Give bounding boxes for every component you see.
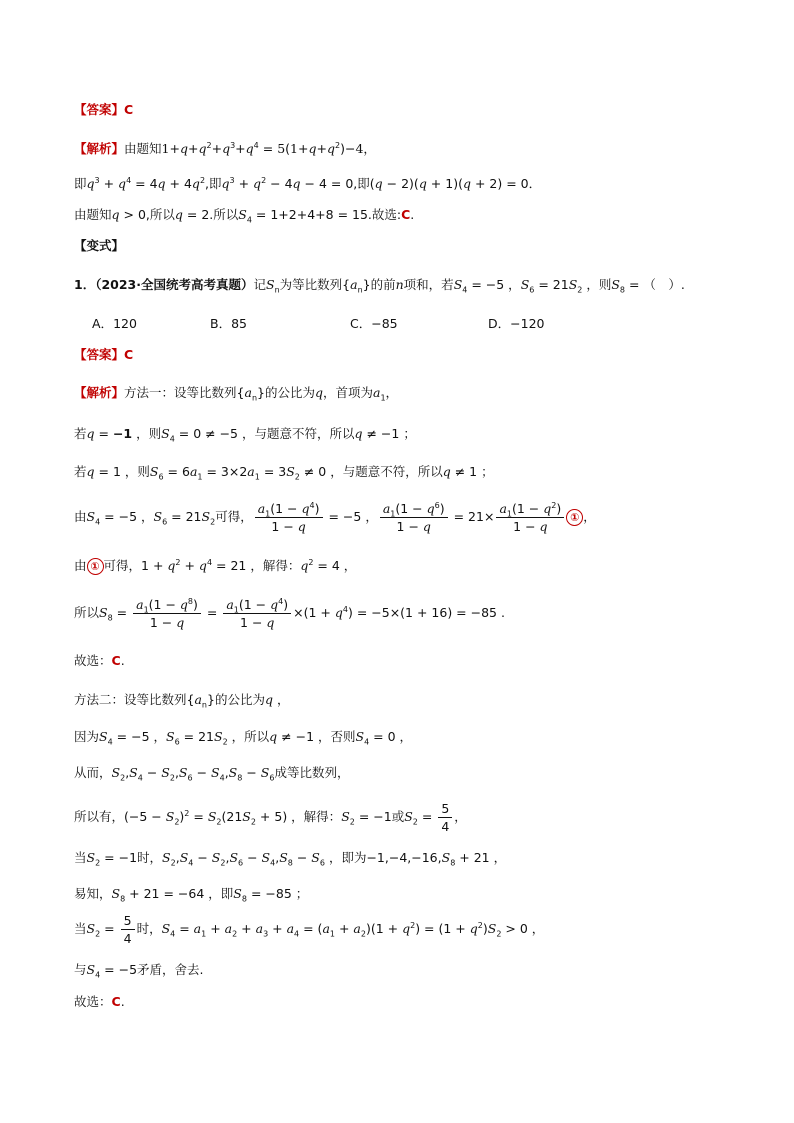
variant-label: 【变式】 bbox=[74, 238, 125, 253]
solution-m2-contra: 与$S_4 = -5$矛盾，舍去. bbox=[74, 962, 204, 980]
choose-2: 故选：C. bbox=[74, 994, 125, 1009]
option-d[interactable]: D．−120 bbox=[488, 316, 545, 331]
solution-m1-case1: 若q = −1 ，则$S_4 = 0 \ne -5$ ，与题意不符，所以q ≠ −1 ； bbox=[74, 426, 416, 444]
solution-m2-case1: 当$S_2 = -1$时，$S_2,S_4 - S_2,S_6 - S_4,S_8 - S_6$ ，即为$-1,-4,-16,S_8 + 21$ ， bbox=[74, 850, 507, 868]
solution-m1-intro: 【解析】方法一：设等比数列$\{a_n\}$的公比为q，首项为$a_1$， bbox=[74, 385, 399, 403]
option-b[interactable]: B．85 bbox=[210, 316, 247, 331]
option-c[interactable]: C．−85 bbox=[350, 316, 398, 331]
analysis-line-1 bbox=[74, 139, 376, 159]
solution-m2-eq: 所以有，$(-5 - S_2)^2 = S_2(21S_2 + 5)$ ，解得：$S_2 = -1$或$S_2$ = $\frac{5}{4}$ ， bbox=[74, 801, 467, 834]
problem-answer: C bbox=[124, 347, 134, 362]
problem-source: （2023·全国统考高考真题） bbox=[95, 277, 254, 292]
analysis-label: 【解析】 bbox=[74, 141, 125, 156]
choose-1: 故选：C. bbox=[74, 653, 125, 668]
answer-line-2: 【答案】C bbox=[74, 347, 134, 362]
option-a[interactable]: A．120 bbox=[92, 316, 137, 331]
solution-m2-case2: 当$S_2$ = $\frac{5}{4}$ 时，$S_4 = a_1 + a_2 + a_3 + a_4 = (a_1 + a_2)(1 + q^2) = (1 + q^2)S_2 > 0$ ， bbox=[74, 913, 545, 946]
answer-value: C bbox=[124, 102, 134, 117]
problem-stem: 1．（2023·全国统考高考真题）记$S_n$为等比数列$\{a_n\}$的前n项和，若$S_4 = -5$ ，$S_6 = 21S_2$ ，则$S_8$ = （ ）. bbox=[74, 277, 685, 295]
solution-m1-s8: 所以$S_8$ = $\frac{a_1(1 - q^8)}{1 - q}$ = $\frac{a_1(1 - q^4)}{1 - q}$ $\times(1 + q^4) = -5\times(1 + 16) = -85$ . bbox=[74, 596, 505, 630]
circle-one-marker: ① bbox=[566, 509, 583, 526]
solution-m1-solve: 由 ① 可得，$1 + q^2 + q^4 = 21$ ，解得：$q^2 = 4$ ， bbox=[74, 557, 357, 573]
analysis-line-3: 由题知q > 0,所以q = 2.所以$S_4 = 1+2+4+8 = 15$.故选:C. bbox=[74, 207, 415, 225]
solution-m1-fractions: 由$S_4 = -5$ ，$S_6 = 21S_2$可得， $\frac{a_1(1 - q^4)}{1 - q}$ = −5 ， $\frac{a_1(1 - q^6)}{1 - q}$ = 21× $\frac{a_1(1 - q^2)}{1 - q}$ ① ， bbox=[74, 500, 596, 534]
solution-m2-intro: 方法二：设等比数列$\{a_n\}$的公比为q ， bbox=[74, 692, 290, 710]
solution-m2-because: 因为$S_4 = -5$ ，$S_6 = 21S_2$ ，所以q ≠ −1 ，否则$S_4 = 0$ ， bbox=[74, 729, 413, 747]
solution-m2-easy: 易知，$S_8 + 21 = -64$ ，即$S_8 = -85$ ； bbox=[74, 886, 309, 904]
answer-line-1 bbox=[74, 100, 133, 120]
analysis-line-2: 即$q^3 + q^4 = 4q + 4q^2$,即$q^3 + q^2 - 4q - 4 = 0$,即(q − 2)(q + 1)(q + 2) = 0． bbox=[74, 175, 542, 191]
answer-label: 【答案】 bbox=[74, 102, 125, 117]
analysis-text: 由题知$1+q+q^2+q^3+q^4 = 5(1+q+q^2)-4$， bbox=[124, 140, 376, 156]
solution-m1-case2: 若q = 1 ，则$S_6 = 6a_1 = 3\times 2a_1 = 3S_2 \ne 0$ ，与题意不符，所以q ≠ 1 ； bbox=[74, 464, 494, 482]
solution-m2-thus: 从而，$S_2,S_4 - S_2,S_6 - S_4,S_8 - S_6$成等比数列， bbox=[74, 765, 350, 783]
